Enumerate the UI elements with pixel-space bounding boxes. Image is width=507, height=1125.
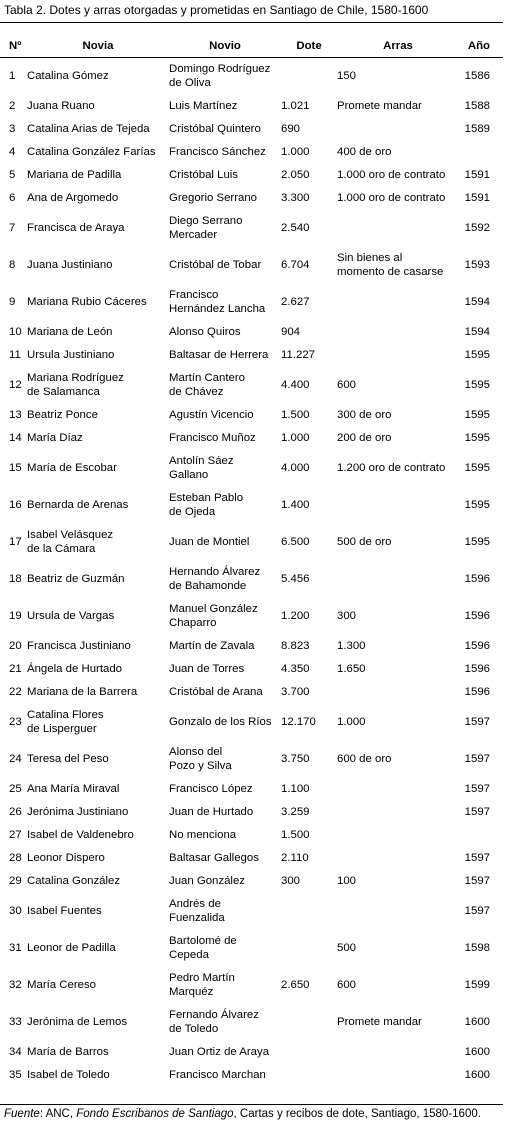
cell-novio: Juan González [169, 874, 245, 887]
cell-novia: Leonor de Padilla [27, 941, 116, 954]
cell-dote: 1.100 [281, 782, 310, 795]
cell-novia: Francisca Justiniano [27, 639, 131, 652]
table-row [0, 163, 503, 186]
source-note [4, 1106, 481, 1122]
cell-no: 4 [9, 145, 16, 158]
cell-anio: 1588 [464, 99, 490, 112]
cell-dote: 11.227 [281, 348, 315, 361]
cell-anio: 1595 [464, 431, 490, 444]
table-row [0, 1003, 503, 1040]
cell-dote: 2.540 [281, 221, 310, 234]
cell-no: 1 [9, 69, 16, 82]
cell-dote: 12.170 [281, 715, 316, 728]
cell-no: 16 [9, 498, 22, 511]
header-novia: Novia [82, 39, 114, 52]
cell-arras: 1.000 [337, 715, 366, 728]
cell-dote: 904 [281, 325, 301, 338]
cell-arras: 400 de oro [337, 145, 392, 158]
cell-anio: 1597 [464, 851, 490, 864]
cell-novia: Mariana de Padilla [27, 168, 122, 181]
cell-anio: 1597 [464, 805, 490, 818]
cell-novio: Alonso del Pozo y Silva [169, 745, 232, 772]
source-label: Fuente [4, 1108, 40, 1120]
cell-novia: Ursula Justiniano [27, 348, 115, 361]
cell-arras: 500 [337, 941, 357, 954]
cell-arras [337, 846, 459, 869]
cell-novio: Martín de Zavala [169, 639, 255, 652]
table-row [0, 94, 503, 117]
cell-arras [337, 560, 459, 597]
cell-novio: Agustín Vicencio [169, 408, 254, 421]
cell-arras: 1.000 oro de contrato [337, 168, 446, 181]
cell-no: 22 [9, 685, 22, 698]
cell-anio: 1589 [464, 122, 490, 135]
cell-novio: Domingo Rodríguez de Oliva [169, 62, 271, 89]
cell-anio: 1586 [464, 69, 490, 82]
cell-novio: Francisco Muñoz [169, 431, 256, 444]
table-row [0, 703, 503, 740]
table-row [0, 403, 503, 426]
cell-no: 27 [9, 828, 22, 841]
cell-novio: Baltasar de Herrera [169, 348, 269, 361]
cell-dote [281, 1003, 337, 1040]
cell-arras: 600 de oro [337, 752, 392, 765]
cell-no: 30 [9, 904, 22, 917]
table-row [0, 929, 503, 966]
cell-anio: 1592 [464, 221, 490, 234]
cell-no: 33 [9, 1015, 22, 1028]
cell-anio: 1591 [464, 191, 490, 204]
cell-novia: Catalina Gómez [27, 69, 109, 82]
cell-no: 15 [9, 461, 22, 474]
cell-no: 14 [9, 431, 22, 444]
cell-novia: Mariana Rodríguez de Salamanca [27, 371, 124, 398]
cell-no: 3 [9, 122, 16, 135]
cell-dote: 1.400 [281, 498, 310, 511]
cell-novio: Francisco Hernández Lancha [169, 288, 266, 315]
cell-arras [337, 777, 459, 800]
cell-dote: 300 [281, 874, 301, 887]
cell-no: 35 [9, 1068, 22, 1081]
cell-arras: 600 [337, 378, 357, 391]
table-row [0, 560, 503, 597]
cell-novio: Juan de Montiel [169, 535, 250, 548]
cell-arras: 200 de oro [337, 431, 392, 444]
dowry-table [0, 34, 503, 1086]
cell-anio: 1595 [464, 498, 490, 511]
table-row [0, 209, 503, 246]
cell-anio: 1597 [464, 752, 490, 765]
cell-dote: 2.627 [281, 295, 310, 308]
cell-no: 26 [9, 805, 22, 818]
cell-novio: Antolín Sáez Gallano [169, 454, 234, 481]
cell-novia: Catalina González Farías [27, 145, 156, 158]
cell-dote: 2.050 [281, 168, 310, 181]
cell-anio: 1595 [464, 461, 490, 474]
cell-no: 5 [9, 168, 16, 181]
cell-no: 24 [9, 752, 22, 765]
cell-no: 7 [9, 221, 16, 234]
table-row [0, 1040, 503, 1063]
cell-arras: 1.000 oro de contrato [337, 191, 446, 204]
cell-dote: 3.700 [281, 685, 310, 698]
cell-novia: Bernarda de Arenas [27, 498, 129, 511]
cell-arras [337, 892, 459, 929]
cell-no: 20 [9, 639, 22, 652]
cell-novia: Isabel Fuentes [27, 904, 102, 917]
cell-dote: 4.400 [281, 378, 310, 391]
cell-anio: 1597 [464, 715, 490, 728]
cell-no: 18 [9, 572, 22, 585]
cell-anio: 1595 [464, 535, 490, 548]
cell-novia: María Cereso [27, 978, 97, 991]
cell-novio: Esteban Pablo de Ojeda [169, 491, 244, 518]
table-row [0, 966, 503, 1003]
header-anio: Año [467, 39, 490, 52]
header-no: Nº [9, 39, 22, 52]
cell-dote: 2.110 [281, 851, 309, 864]
cell-anio: 1596 [464, 685, 490, 698]
header-arras: Arras [383, 39, 413, 52]
cell-arras [337, 320, 459, 343]
cell-novio: Gonzalo de los Ríos [169, 715, 272, 728]
cell-novio: Fernando Álvarez de Toledo [169, 1008, 259, 1035]
table-row [0, 800, 503, 823]
cell-anio: 1591 [464, 168, 490, 181]
cell-anio: 1597 [464, 904, 490, 917]
cell-anio: 1596 [464, 662, 490, 675]
cell-dote: 3.300 [281, 191, 310, 204]
cell-arras: 150 [337, 69, 357, 82]
cell-anio: 1593 [464, 258, 490, 271]
cell-anio [459, 823, 503, 846]
cell-no: 6 [9, 191, 16, 204]
cell-novio: Manuel González Chaparro [169, 602, 258, 629]
table-row [0, 869, 503, 892]
cell-novia: Teresa del Peso [27, 752, 109, 765]
cell-dote [281, 1063, 337, 1086]
cell-novio: Baltasar Gallegos [169, 851, 259, 864]
table-row [0, 680, 503, 703]
cell-dote: 1.200 [281, 609, 310, 622]
table-row [0, 140, 503, 163]
cell-novia: Mariana de León [27, 325, 113, 338]
cell-no: 8 [9, 258, 16, 271]
cell-novio: Juan de Hurtado [169, 805, 254, 818]
table-row [0, 892, 503, 929]
cell-novio: Francisco López [169, 782, 253, 795]
cell-arras: 300 de oro [337, 408, 392, 421]
cell-anio: 1600 [464, 1068, 490, 1081]
cell-dote: 1.021 [281, 99, 310, 112]
cell-no: 11 [9, 348, 21, 361]
cell-novia: Juana Ruano [27, 99, 95, 112]
cell-dote: 1.500 [281, 828, 310, 841]
cell-novio: Alonso Quiros [169, 325, 241, 338]
cell-novia: Mariana Rubio Cáceres [27, 295, 147, 308]
table-row [0, 657, 503, 680]
cell-novio: Cristóbal de Tobar [169, 258, 262, 271]
cell-anio: 1594 [464, 295, 490, 308]
table-row [0, 486, 503, 523]
cell-novio: Juan Ortiz de Araya [169, 1045, 270, 1058]
cell-novia: Jerónima Justiniano [27, 805, 129, 818]
header-dote: Dote [296, 39, 322, 52]
top-rule [0, 22, 503, 23]
cell-novio: Cristóbal Quintero [169, 122, 261, 135]
cell-dote: 2.650 [281, 978, 310, 991]
cell-dote: 5.456 [281, 572, 310, 585]
cell-anio: 1598 [464, 941, 490, 954]
cell-novia: Jerónima de Lemos [27, 1015, 128, 1028]
table-row [0, 426, 503, 449]
cell-dote: 1.000 [281, 431, 310, 444]
table-row [0, 597, 503, 634]
table-row [0, 523, 503, 560]
cell-no: 23 [9, 715, 22, 728]
bottom-rule [0, 1104, 503, 1105]
cell-no: 10 [9, 325, 22, 338]
cell-arras: Promete mandar [337, 99, 422, 112]
cell-arras [337, 343, 459, 366]
cell-novia: Catalina Arias de Tejeda [27, 122, 150, 135]
cell-novia: Beatriz Ponce [27, 408, 98, 421]
cell-arras [337, 209, 459, 246]
table-row [0, 320, 503, 343]
cell-anio: 1597 [464, 782, 490, 795]
cell-novio: Cristóbal Luis [169, 168, 239, 181]
table-row [0, 1063, 503, 1086]
cell-novia: Beatriz de Guzmán [27, 572, 125, 585]
cell-anio: 1595 [464, 348, 490, 361]
table-row [0, 57, 503, 94]
table-row [0, 366, 503, 403]
cell-anio [459, 140, 503, 163]
cell-novia: Catalina González [27, 874, 121, 887]
cell-dote: 8.823 [281, 639, 310, 652]
cell-novio: Hernando Álvarez de Bahamonde [169, 565, 261, 592]
cell-no: 9 [9, 295, 16, 308]
cell-novio: Martín Cantero de Chávez [169, 371, 245, 398]
table-row [0, 343, 503, 366]
cell-no: 32 [9, 978, 22, 991]
cell-arras [337, 486, 459, 523]
cell-arras [337, 1040, 459, 1063]
cell-arras: Sin bienes al momento de casarse [337, 251, 444, 278]
cell-arras [337, 680, 459, 703]
table-row [0, 823, 503, 846]
cell-novia: Leonor Dispero [27, 851, 105, 864]
cell-arras: 1.650 [337, 662, 366, 675]
cell-arras: 300 [337, 609, 357, 622]
cell-dote: 6.704 [281, 258, 310, 271]
table-row [0, 634, 503, 657]
cell-novia: Ursula de Vargas [27, 609, 115, 622]
cell-novia: Catalina Flores de Lisperguer [27, 708, 104, 735]
cell-novia: Isabel de Valdenebro [27, 828, 134, 841]
table-title: Tabla 2. Dotes y arras otorgadas y prometidas en Santiago de Chile, 1580-1600 [4, 3, 429, 17]
table-row [0, 740, 503, 777]
table-row [0, 186, 503, 209]
cell-dote [281, 929, 337, 966]
cell-no: 2 [9, 99, 16, 112]
cell-dote: 3.259 [281, 805, 310, 818]
cell-arras [337, 1063, 459, 1086]
cell-dote [281, 1040, 337, 1063]
cell-no: 13 [9, 408, 22, 421]
cell-novio: Pedro Martín Marquéz [169, 971, 235, 998]
cell-novia: Mariana de la Barrera [27, 685, 138, 698]
cell-anio: 1600 [464, 1015, 490, 1028]
cell-anio: 1599 [464, 978, 490, 991]
cell-novia: Isabel Velásquez de la Cámara [27, 528, 114, 555]
cell-novio: Francisco Marchan [169, 1068, 266, 1081]
table-header [0, 34, 503, 57]
cell-novio: Bartolomé de Cepeda [169, 934, 237, 961]
cell-no: 29 [9, 874, 22, 887]
cell-no: 34 [9, 1045, 22, 1058]
cell-anio: 1595 [464, 408, 490, 421]
cell-no: 25 [9, 782, 22, 795]
table-row [0, 283, 503, 320]
cell-arras: Promete mandar [337, 1015, 422, 1028]
cell-novio: Gregorio Serrano [169, 191, 258, 204]
cell-no: 21 [9, 662, 22, 675]
cell-dote: 1.500 [281, 408, 310, 421]
cell-novio: No menciona [169, 828, 237, 841]
header-novio: Novio [209, 39, 241, 52]
cell-arras: 600 [337, 978, 357, 991]
cell-dote: 4.000 [281, 461, 310, 474]
cell-novia: Ángela de Hurtado [27, 662, 122, 675]
cell-anio: 1600 [464, 1045, 490, 1058]
table-row [0, 117, 503, 140]
table-row [0, 846, 503, 869]
cell-anio: 1596 [464, 609, 490, 622]
cell-arras: 500 de oro [337, 535, 392, 548]
cell-no: 28 [9, 851, 22, 864]
cell-no: 17 [9, 535, 22, 548]
cell-dote: 4.350 [281, 662, 310, 675]
table-body [0, 57, 503, 1086]
cell-arras [337, 283, 459, 320]
cell-novio: Francisco Sánchez [169, 145, 266, 158]
cell-dote: 1.000 [281, 145, 310, 158]
source-fondo: Fondo Escribanos de Santiago [76, 1108, 234, 1120]
cell-anio: 1596 [464, 572, 490, 585]
cell-arras [337, 823, 459, 846]
cell-novia: Francisca de Araya [27, 221, 125, 234]
cell-novio: Andrés de Fuenzalida [169, 897, 225, 924]
cell-novia: Ana María Miraval [27, 782, 120, 795]
source-detail: , Cartas y recibos de dote, Santiago, 1580-1600. [233, 1108, 481, 1120]
cell-no: 31 [9, 941, 22, 954]
cell-anio: 1596 [464, 639, 490, 652]
cell-novia: Ana de Argomedo [27, 191, 119, 204]
cell-no: 19 [9, 609, 22, 622]
cell-arras [337, 800, 459, 823]
cell-anio: 1594 [464, 325, 490, 338]
cell-arras [337, 117, 459, 140]
cell-novia: María de Escobar [27, 461, 117, 474]
cell-novio: Juan de Torres [169, 662, 245, 675]
cell-dote: 3.750 [281, 752, 310, 765]
cell-arras: 1.200 oro de contrato [337, 461, 446, 474]
cell-novia: Juana Justiniano [27, 258, 113, 271]
cell-novio: Cristóbal de Arana [169, 685, 263, 698]
cell-dote [281, 57, 337, 94]
cell-dote: 6.500 [281, 535, 310, 548]
cell-no: 12 [9, 378, 22, 391]
table-row [0, 246, 503, 283]
table-row [0, 449, 503, 486]
cell-dote: 690 [281, 122, 301, 135]
cell-novia: Isabel de Toledo [27, 1068, 110, 1081]
cell-arras: 1.300 [337, 639, 366, 652]
cell-anio: 1595 [464, 378, 490, 391]
cell-novia: María Díaz [27, 431, 83, 444]
source-archive: : ANC, [39, 1108, 77, 1120]
cell-novia: María de Barros [27, 1045, 109, 1058]
cell-arras: 100 [337, 874, 357, 887]
table-row [0, 777, 503, 800]
cell-dote [281, 892, 337, 929]
cell-anio: 1597 [464, 874, 490, 887]
cell-novio: Diego Serrano Mercader [169, 214, 243, 241]
cell-novio: Luis Martínez [169, 99, 238, 112]
